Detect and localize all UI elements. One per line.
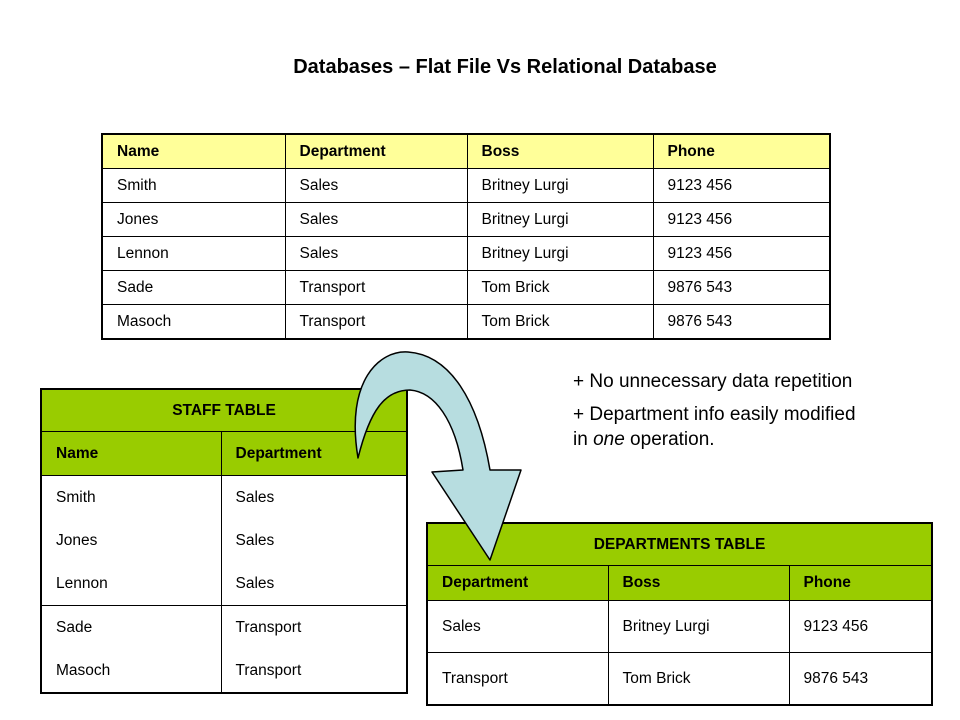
table-cell: Britney Lurgi: [467, 237, 653, 271]
table-cell: Jones: [102, 203, 285, 237]
table-cell: Transport: [221, 649, 407, 693]
table-cell: Sales: [285, 203, 467, 237]
table-cell: Britney Lurgi: [608, 601, 789, 653]
table-cell: Sales: [427, 601, 608, 653]
table-cell: Britney Lurgi: [467, 169, 653, 203]
table-cell: Sales: [285, 169, 467, 203]
column-header: Phone: [789, 566, 932, 601]
column-header: Name: [41, 432, 221, 476]
table-cell: 9876 543: [653, 271, 830, 305]
table-cell: Tom Brick: [467, 271, 653, 305]
column-header: Boss: [467, 134, 653, 169]
table-cell: 9123 456: [653, 203, 830, 237]
table-cell: Sales: [285, 237, 467, 271]
table-cell: Lennon: [41, 562, 221, 606]
staff-table-caption: STAFF TABLE: [41, 389, 407, 432]
table-cell: Lennon: [102, 237, 285, 271]
table-cell: Sales: [221, 519, 407, 562]
column-header: Name: [102, 134, 285, 169]
table-cell: Masoch: [102, 305, 285, 340]
table-cell: Smith: [41, 476, 221, 520]
table-cell: Masoch: [41, 649, 221, 693]
column-header: Department: [221, 432, 407, 476]
table-cell: Transport: [221, 606, 407, 650]
column-header: Department: [427, 566, 608, 601]
benefits-notes: [573, 369, 873, 460]
table-cell: Jones: [41, 519, 221, 562]
table-cell: Tom Brick: [467, 305, 653, 340]
table-cell: 9123 456: [653, 237, 830, 271]
table-cell: Tom Brick: [608, 653, 789, 706]
table-cell: 9876 543: [653, 305, 830, 340]
table-cell: Transport: [427, 653, 608, 706]
curved-arrow-shape: [355, 352, 521, 560]
table-cell: 9123 456: [653, 169, 830, 203]
table-cell: Britney Lurgi: [467, 203, 653, 237]
table-cell: 9876 543: [789, 653, 932, 706]
table-cell: Transport: [285, 271, 467, 305]
table-cell: 9123 456: [789, 601, 932, 653]
table-cell: Smith: [102, 169, 285, 203]
note-no-repetition: + No unnecessary data repetition: [573, 371, 853, 392]
table-cell: Sales: [221, 562, 407, 606]
table-cell: Sade: [102, 271, 285, 305]
departments-table-caption: DEPARTMENTS TABLE: [427, 523, 932, 566]
table-cell: Transport: [285, 305, 467, 340]
column-header: Phone: [653, 134, 830, 169]
table-cell: Sales: [221, 476, 407, 520]
slide-title: Databases – Flat File Vs Relational Database: [293, 56, 717, 78]
column-header: Boss: [608, 566, 789, 601]
note-easy-modify: [573, 402, 873, 452]
table-cell: Sade: [41, 606, 221, 650]
note-emphasis: one: [593, 429, 625, 450]
note-text: + Department info easily modified in: [573, 404, 856, 450]
note-text: operation.: [624, 429, 715, 450]
column-header: Department: [285, 134, 467, 169]
